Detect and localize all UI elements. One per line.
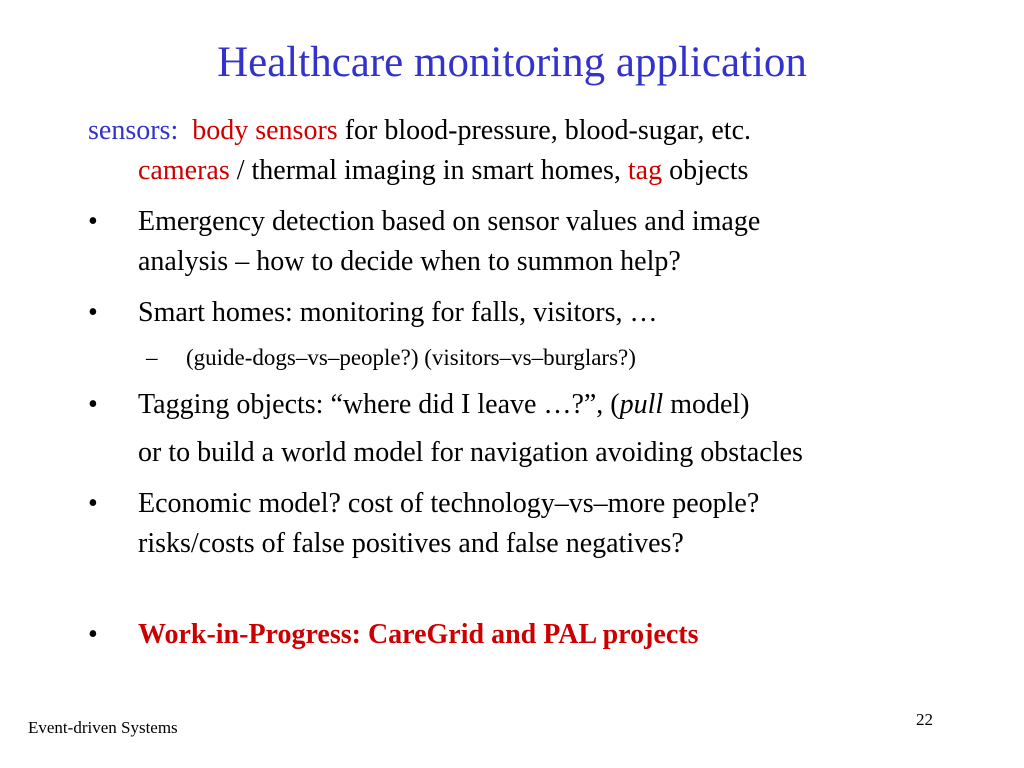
emergency-line-1: Emergency detection based on sensor values and image bbox=[138, 206, 761, 237]
tagging-line-2: or to build a world model for navigation avoiding obstacles bbox=[138, 437, 803, 468]
sensors-line bbox=[88, 114, 751, 148]
tagging-start-text: Tagging objects: “where did I leave …?”, ( bbox=[138, 389, 620, 420]
cameras-text: cameras bbox=[138, 155, 230, 186]
footer-text: Event-driven Systems bbox=[28, 718, 178, 737]
tagging-end-text: model) bbox=[663, 389, 750, 420]
bullet-marker: • bbox=[88, 619, 98, 650]
sensors-rest-text: for blood-pressure, blood-sugar, etc. bbox=[337, 115, 752, 146]
wip-line: Work-in-Progress: CareGrid and PAL projects bbox=[138, 619, 699, 650]
smart-homes-sub-line: (guide-dogs–vs–people?) (visitors–vs–burglars?) bbox=[186, 345, 636, 370]
bullet-marker: • bbox=[88, 297, 98, 328]
economic-line-1: Economic model? cost of technology–vs–more people? bbox=[138, 488, 760, 519]
tagging-line-1 bbox=[138, 388, 750, 422]
bullet-marker: • bbox=[88, 206, 98, 237]
dash-marker: – bbox=[146, 345, 158, 370]
emergency-line-2: analysis – how to decide when to summon help? bbox=[138, 246, 681, 277]
page-number: 22 bbox=[916, 710, 933, 729]
bullet-marker: • bbox=[88, 389, 98, 420]
cameras-end-text: objects bbox=[662, 155, 749, 186]
smart-homes-line: Smart homes: monitoring for falls, visitors, … bbox=[138, 297, 658, 328]
sensors-label: sensors: bbox=[88, 115, 179, 146]
tag-text: tag bbox=[627, 155, 663, 186]
cameras-line bbox=[138, 154, 748, 188]
cameras-middle-text: / thermal imaging in smart homes, bbox=[229, 155, 628, 186]
pull-text: pull bbox=[619, 389, 664, 420]
economic-line-2: risks/costs of false positives and false negatives? bbox=[138, 528, 684, 559]
body-sensors-text: body sensors bbox=[192, 115, 338, 146]
slide-title: Healthcare monitoring application bbox=[217, 39, 807, 86]
bullet-marker: • bbox=[88, 488, 98, 519]
